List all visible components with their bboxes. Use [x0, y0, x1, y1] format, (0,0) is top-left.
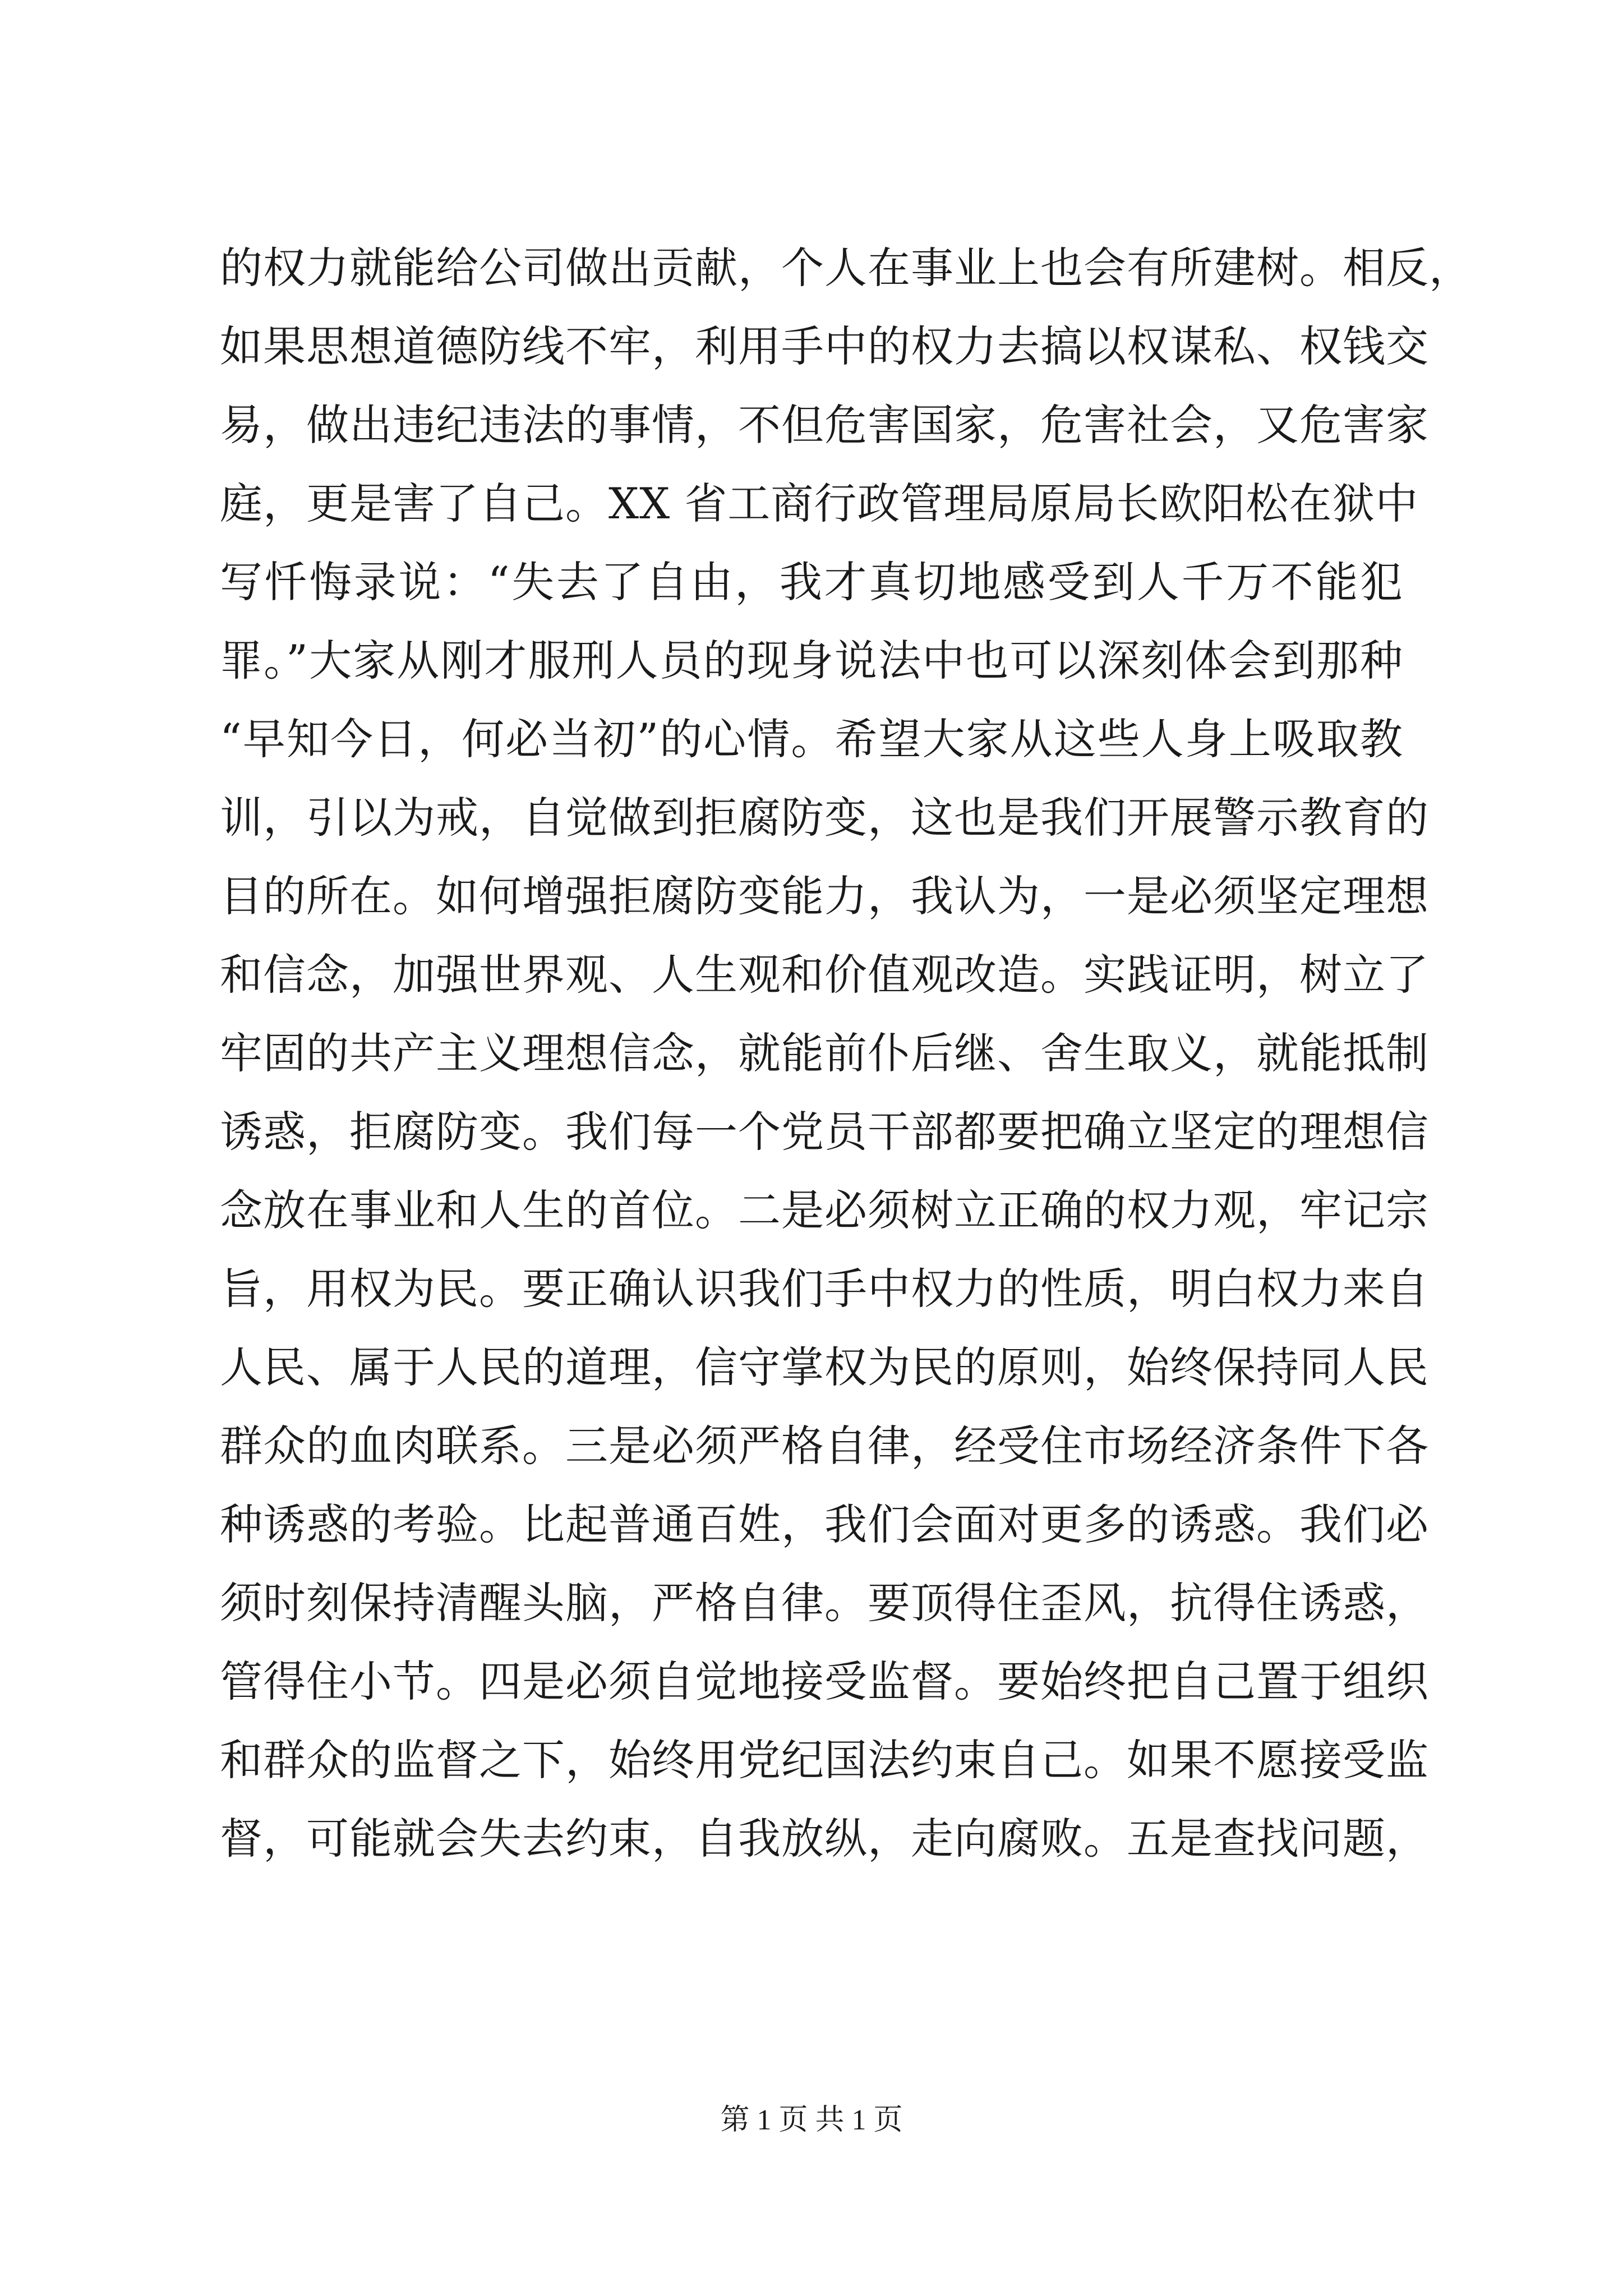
body-text	[220, 229, 1472, 1878]
text-line: 念放在事业和人生的首位。二是必须树立正确的权力观，牢记宗	[220, 1185, 1429, 1235]
text-line: 庭，更是害了自己。XX 省工商行政管理局原局长欧阳松在狱中	[220, 478, 1419, 528]
text-line: 诱惑，拒腐防变。我们每一个党员干部都要把确立坚定的理想信	[220, 1107, 1429, 1157]
text-line: 如果思想道德防线不牢，利用手中的权力去搞以权谋私、权钱交	[220, 321, 1429, 371]
text-line: 种诱惑的考验。比起普通百姓，我们会面对更多的诱惑。我们必	[220, 1499, 1429, 1549]
text-line: 的权力就能给公司做出贡献，个人在事业上也会有所建树。相反，	[220, 243, 1472, 293]
text-line: 人民、属于人民的道理，信守掌权为民的原则，始终保持同人民	[220, 1342, 1429, 1392]
text-line: 训，引以为戒，自觉做到拒腐防变，这也是我们开展警示教育的	[220, 793, 1429, 843]
text-line: 须时刻保持清醒头脑，严格自律。要顶得住歪风，抗得住诱惑，	[220, 1578, 1429, 1628]
page-number-footer: 第 1 页 共 1 页	[720, 2104, 903, 2136]
text-line: 管得住小节。四是必须自觉地接受监督。要始终把自己置于组织	[220, 1657, 1429, 1706]
text-line: 写忏悔录说：“失去了自由，我才真切地感受到人千万不能犯	[220, 557, 1403, 607]
text-line: 易，做出违纪违法的事情，不但危害国家，危害社会，又危害家	[220, 400, 1429, 450]
text-line: “早知今日，何必当初”的心情。希望大家从这些人身上吸取教	[220, 714, 1403, 764]
text-line: 旨，用权为民。要正确认识我们手中权力的性质，明白权力来自	[220, 1264, 1429, 1314]
text-line: 和信念，加强世界观、人生观和价值观改造。实践证明，树立了	[220, 950, 1429, 1000]
text-line: 牢固的共产主义理想信念，就能前仆后继、舍生取义，就能抵制	[220, 1028, 1429, 1078]
text-line: 目的所在。如何增强拒腐防变能力，我认为，一是必须坚定理想	[220, 871, 1429, 921]
text-line: 和群众的监督之下，始终用党纪国法约束自己。如果不愿接受监	[220, 1735, 1429, 1785]
text-line: 群众的血肉联系。三是必须严格自律，经受住市场经济条件下各	[220, 1421, 1429, 1471]
text-line: 督，可能就会失去约束，自我放纵，走向腐败。五是查找问题，	[220, 1814, 1429, 1864]
text-line: 罪。”大家从刚才服刑人员的现身说法中也可以深刻体会到那种	[220, 636, 1403, 685]
